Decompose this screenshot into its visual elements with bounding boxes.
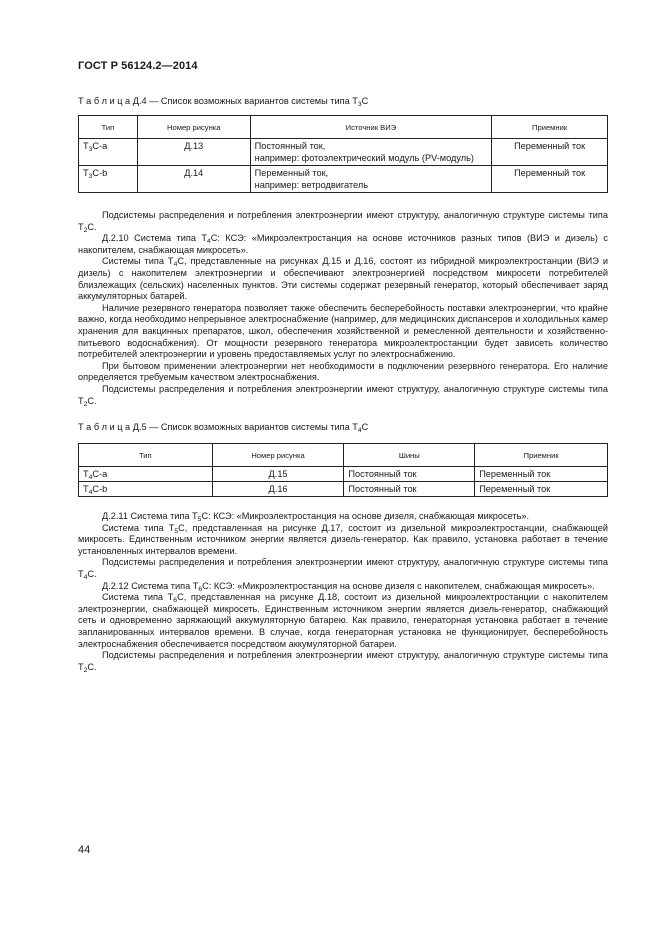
table-d4: [78, 115, 608, 193]
paragraph: Система типа $Т_6С$, представленная на рисунке Д.18, состоит из дизельной микроэлектростанции с накопителем электроэнергии, снабжающей микросеть. Единственным источником энергии является дизель-генератор, снабжающий сеть и одновременно заряжающий аккумуляторную батарею. Как правило, генераторная установка работает в течение запланированных интервалов времени. В случае, когда генераторная установка не функционирует, бесперебойность электроснабжения обеспечивается посредством аккумуляторной батареи.: [78, 592, 608, 649]
caption-text: Т а б л и ц а Д.4 — Список возможных вариантов системы типа Т: [78, 96, 358, 106]
header-type: Тип: [79, 116, 138, 139]
paragraph: Д.2.11 Система типа $Т_5С$: КСЭ: «Микроэлектростанция на основе дизеля, снабжающая микросеть».: [102, 511, 530, 523]
cell-receiver: Переменный ток: [475, 482, 608, 497]
cell-bus: Постоянный ток: [344, 482, 475, 497]
cell-type: $Т_4С-a$: [79, 467, 213, 482]
header-source: Источник ВИЭ: [250, 116, 492, 139]
paragraph: Наличие резервного генератора позволяет также обеспечить бесперебойность поставки электроэнергии, что крайне важно, когда необходимо непрерывное электроснабжение (например, для медицинских диспансеров и холодильных камер хранения для вакцинных препаратов, школ, обеспечения хозяйственной и ремесленной деятельности и хозяйственно-питьевого водоснабжения). От мощности резервного генератора микроэлектростанции будет зависеть количество потребителей электроэнергии и уровень предоставляемых услуг по электроснабжению.: [78, 302, 608, 360]
paragraph: Д.2.12 Система типа $Т_6С$: КСЭ: «Микроэлектростанция на основе дизеля с накопителем, снабжающая микросеть».: [102, 580, 595, 593]
paragraph: Подсистемы распределения и потребления электроэнергии имеют структуру, аналогичную структуре системы типа $Т_2С$.: [78, 650, 608, 674]
table-d4-caption: [78, 96, 368, 106]
body-text-section-a: [78, 210, 608, 407]
cell-figure: Д.13: [137, 139, 250, 166]
caption-subscript: 4: [357, 427, 362, 434]
paragraph: Д.2.10 Система типа $Т_4С$: КСЭ: «Микроэлектростанция на основе источников разных типов (ВИЭ и дизель) с накопителем, снабжающая микросеть».: [78, 233, 608, 255]
table-row: [79, 482, 608, 497]
caption-suffix: С: [361, 422, 369, 432]
caption-text: Т а б л и ц а Д.5 — Список возможных вариантов системы типа Т: [78, 422, 358, 432]
cell-type: $Т_3С-a$: [79, 139, 138, 166]
caption-suffix: С: [361, 96, 369, 106]
cell-receiver: Переменный ток: [492, 166, 608, 193]
page-number: 44: [78, 844, 91, 856]
table-row: [79, 467, 608, 482]
document-header: ГОСТ Р 56124.2—2014: [78, 60, 198, 72]
cell-figure: Д.14: [137, 166, 250, 193]
cell-figure: Д.15: [212, 467, 344, 482]
header-receiver: Приемник: [492, 116, 608, 139]
cell-receiver: Переменный ток: [492, 139, 608, 166]
paragraph: Подсистемы распределения и потребления электроэнергии имеют структуру, аналогичную структуре системы типа $Т_4С$.: [78, 557, 608, 581]
table-row: [79, 139, 608, 166]
cell-type: $Т_4С-b$: [79, 482, 213, 497]
paragraph: При бытовом применении электроэнергии нет необходимости в подключении резервного генератора. Его наличие определяется требуемым качеством электроснабжения.: [78, 360, 608, 383]
table-header-row: [79, 116, 608, 139]
cell-figure: Д.16: [212, 482, 344, 497]
cell-type: $Т_3С-b$: [79, 166, 138, 193]
paragraph: Подсистемы распределения и потребления электроэнергии имеют структуру, аналогичную структуре системы типа $Т_2С$.: [78, 210, 608, 234]
header-bus: Шины: [344, 444, 475, 467]
table-d5: [78, 443, 608, 497]
cell-source: Переменный ток, например: ветродвигатель: [250, 166, 492, 193]
header-type: Тип: [79, 444, 213, 467]
table-row: [79, 166, 608, 193]
header-figure: Номер рисунка: [212, 444, 344, 467]
header-figure: Номер рисунка: [137, 116, 250, 139]
table-d5-caption: [78, 422, 368, 432]
header-receiver: Приемник: [475, 444, 608, 467]
cell-receiver: Переменный ток: [475, 467, 608, 482]
body-text-section-b: [78, 511, 608, 673]
cell-bus: Постоянный ток: [344, 467, 475, 482]
paragraph: Система типа $Т_5С$, представленная на рисунке Д.17, состоит из дизельной микроэлектростанции, снабжающей микросеть. Единственным источником энергии является дизель-генератор. Как правило, установка работает в течение установленных интервалов времени.: [78, 522, 608, 556]
table-header-row: [79, 444, 608, 467]
caption-subscript: 3: [357, 101, 362, 108]
cell-source: Постоянный ток, например: фотоэлектрический модуль (PV-модуль): [250, 139, 492, 166]
paragraph: Системы типа $Т_4С$, представленные на рисунках Д.15 и Д.16, состоят из гибридной микроэлектростанции (ВИЭ и дизель) с накопителем электроэнергии и обеспечивают электроэнергией посредством микросети потребителей близлежащих (сельских) населенных пунктов. Эти системы содержат резервный генератор, который обеспечивает заряд аккумуляторных батарей.: [78, 256, 609, 302]
paragraph: Подсистемы распределения и потребления электроэнергии имеют структуру, аналогичную структуре системы типа $Т_2С$.: [78, 383, 608, 408]
